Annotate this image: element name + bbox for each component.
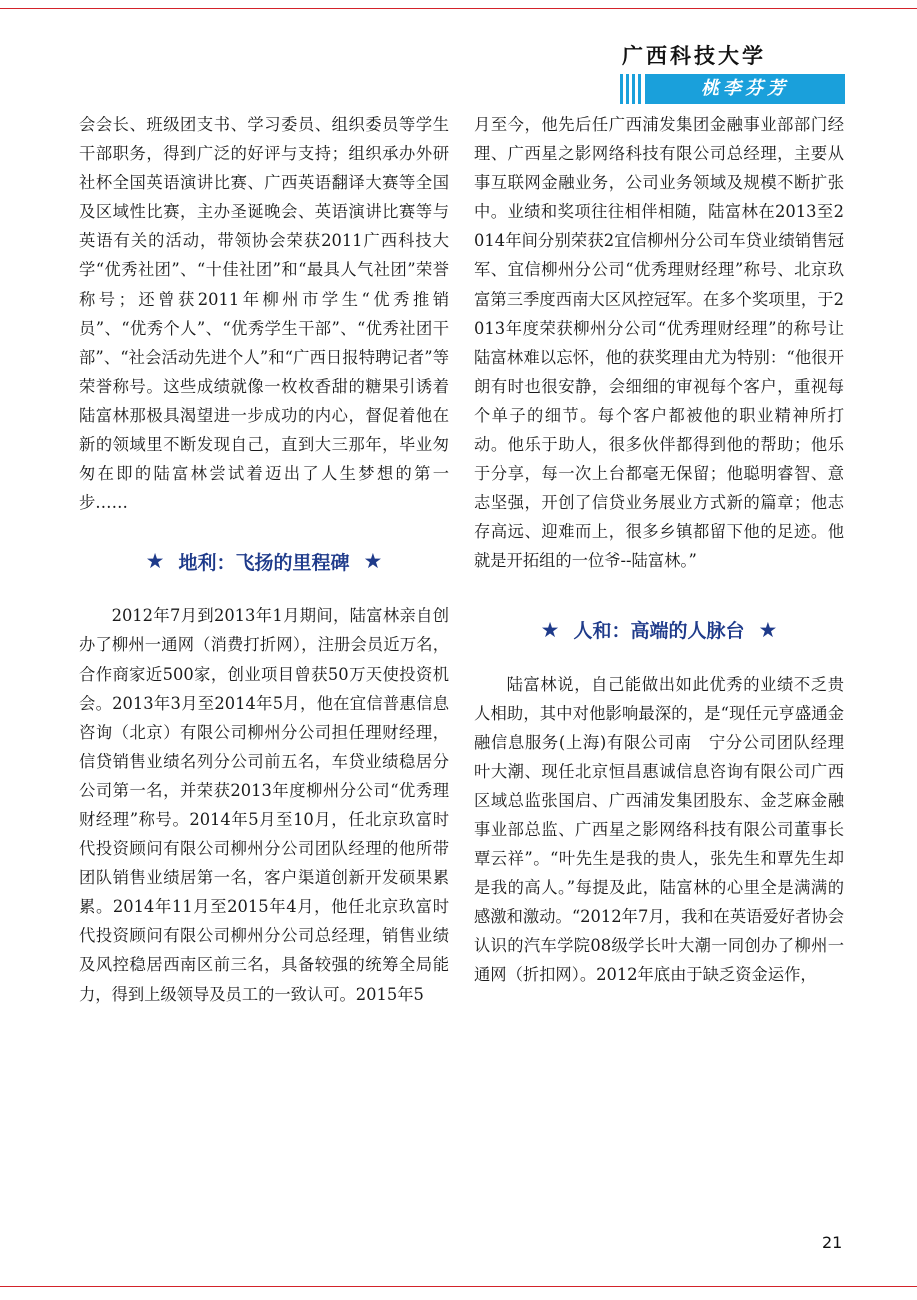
left-paragraph-1: 会会长、班级团支书、学习委员、组织委员等学生干部职务，得到广泛的好评与支持；组织承办外研社杯全国英语演讲比赛、广西英语翻译大赛等全国及区域性比赛，主办圣诞晚会、英语演讲比赛等与英语有关的活动，带领协会荣获2011广西科技大学“优秀社团”、“十佳社团”和“最具人气社团”荣誉称号；还曾获2011年柳州市学生“优秀推销员”、“优秀个人”、“优秀学生干部”、“优秀社团干部”、“社会活动先进个人”和“广西日报特聘记者”等荣誉称号。这些成绩就像一枚枚香甜的糖果引诱着陆富林那极具渴望进一步成功的内心，督促着他在新的领域里不断发现自己，直到大三那年，毕业匆匆在即的陆富林尝试着迈出了人生梦想的第一步…… bbox=[79, 115, 449, 513]
bottom-red-rule bbox=[0, 1286, 917, 1287]
section-heading-text: 人和：高端的人脉台 bbox=[573, 620, 745, 642]
star-icon: ★ bbox=[363, 549, 383, 574]
section-heading-renhe bbox=[474, 600, 844, 660]
masthead bbox=[620, 40, 845, 104]
star-icon: ★ bbox=[145, 549, 165, 574]
page-number: 21 bbox=[822, 1233, 843, 1252]
section-heading-dili bbox=[79, 531, 449, 591]
right-paragraph-1: 月至今，他先后任广西浦发集团金融事业部部门经理、广西星之影网络科技有限公司总经理，主要从事互联网金融业务，公司业务领域及规模不断扩张中。业绩和奖项往往相伴相随，陆富林在2013至2014年间分别荣获2宜信柳州分公司车贷业绩销售冠军、宜信柳州分公司“优秀理财经理”称号、北京玖富第三季度西南大区风控冠军。在多个奖项里，于2013年度荣获柳州分公司“优秀理财经理”的称号让陆富林难以忘怀，他的获奖理由尤为特别：“他很开朗有时也很安静，会细细的审视每个客户，重视每个单子的细节。每个客户都被他的职业精神所打动。他乐于助人，很多伙伴都得到他的帮助；他乐于分享，每一次上台都毫无保留；他聪明睿智、意志坚强，开创了信贷业务展业方式新的篇章；他志存高远、迎难而上，很多乡镇都留下他的足迹。他就是开拓组的一位爷--陆富林。” bbox=[474, 115, 844, 571]
right-column bbox=[474, 110, 844, 990]
section-heading-text: 地利：飞扬的里程碑 bbox=[178, 551, 350, 574]
left-column bbox=[79, 110, 449, 1009]
section-title: 桃李芬芳 bbox=[645, 74, 845, 104]
star-icon: ★ bbox=[758, 617, 778, 642]
right-paragraph-2: 陆富林说，自己能做出如此优秀的业绩不乏贵人相助，其中对他影响最深的，是“现任元亨盛通金融信息服务(上海)有限公司南 宁分公司团队经理叶大潮、现任北京恒昌惠诚信息咨询有限公司广西区域总监张国启、广西浦发集团股东、金芝麻金融事业部总监、广西星之影网络科技有限公司董事长覃云祥”。“叶先生是我的贵人，张先生和覃先生却是我的高人。”每提及此，陆富林的心里全是满满的感激和激动。“2012年7月，我和在英语爱好者协会认识的汽车学院08级学长叶大潮一同创办了柳州一通网（折扣网）。2012年底由于缺乏资金运作， bbox=[474, 674, 844, 985]
banner-stripes bbox=[620, 74, 641, 104]
top-red-rule bbox=[0, 8, 917, 9]
star-icon: ★ bbox=[540, 617, 560, 642]
left-paragraph-2: 2012年7月到2013年1月期间，陆富林亲自创办了柳州一通网（消费打折网），注册会员近万名，合作商家近500家，创业项目曾获50万天使投资机会。2013年3月至2014年5月，他在宜信普惠信息咨询（北京）有限公司柳州分公司担任理财经理，信贷销售业绩名列分公司前五名，车贷业绩稳居分公司第一名，并荣获2013年度柳州分公司“优秀理财经理”称号。2014年5月至10月，任北京玖富时代投资顾问有限公司柳州分公司团队经理的他所带团队销售业绩居第一名，客户渠道创新开发硕果累累。2014年11月至2015年4月，他任北京玖富时代投资顾问有限公司柳州分公司总经理，销售业绩及风控稳居西南区前三名，具备较强的统筹全局能力，得到上级领导及员工的一致认可。2015年5 bbox=[79, 606, 449, 1004]
magazine-title: 广西科技大学 bbox=[622, 44, 766, 68]
section-banner bbox=[620, 74, 845, 104]
